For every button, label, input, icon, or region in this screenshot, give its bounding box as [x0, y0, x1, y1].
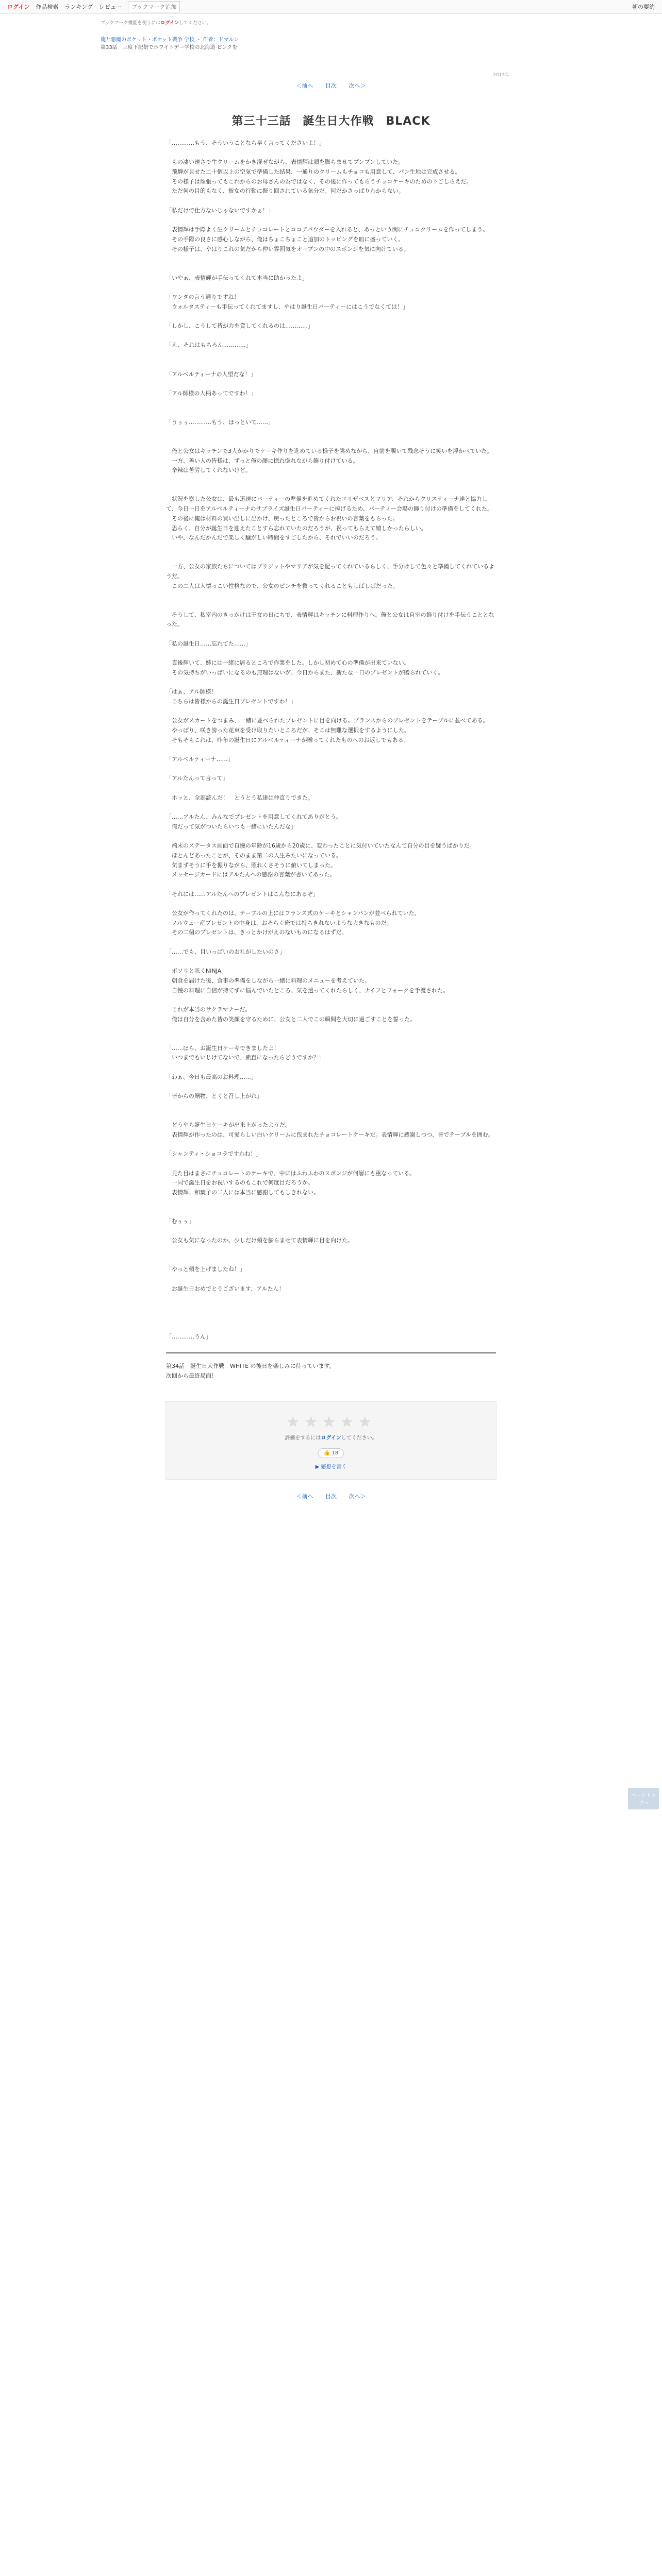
body-paragraph: いや、なんだかんだで楽しく騒がしい時間をすごしたから、それでいいのだろう。 — [166, 534, 382, 541]
body-paragraph — [166, 938, 496, 947]
body-paragraph — [166, 784, 496, 793]
write-review-link[interactable]: ▶ 感想を書く — [315, 1464, 347, 1470]
nav-search[interactable]: 作品検索 — [36, 4, 59, 10]
body-paragraph: 公女が作ってくれたのは、テーブルの上にはフランス式のケーキとシャンパンが並べられていた。 — [166, 910, 420, 917]
body-paragraph — [166, 254, 496, 264]
body-paragraph — [166, 1313, 496, 1323]
rating-note-post: してください。 — [341, 1435, 377, 1442]
body-paragraph: ウォルタスティーも手伝ってくれてますし、やはり誕生日パーティーにはこうでなくては！」 — [166, 303, 409, 310]
body-paragraph — [166, 803, 496, 812]
body-paragraph: 「はぁ、アル師様！ — [166, 688, 217, 696]
body-paragraph: 「アルベルティーナの人望だな！」 — [166, 370, 256, 378]
body-paragraph: 「わぁ、今日も最高のお料理……」 — [166, 1073, 257, 1080]
body-paragraph: ボソリと呟くNINJA。 — [166, 968, 227, 975]
body-paragraph: 「シャンティ・ショコラですわね！」 — [166, 1150, 262, 1158]
body-paragraph: お誕生日おめでとうございます、アルたん！ — [166, 1285, 285, 1292]
body-paragraph — [166, 1024, 496, 1034]
body-paragraph: 気まずそうに手を振りながら、照れくさそうに俯いてしまった。 — [166, 861, 336, 869]
body-paragraph: 公女も気になったのか、少しだけ頬を膨らませて表情輝に目を向けた。 — [166, 1237, 353, 1244]
body-paragraph — [166, 630, 496, 639]
top-bar — [0, 0, 662, 14]
body-paragraph: 「え、それはもちろん…………」 — [166, 342, 252, 349]
body-paragraph: もの凄い速さで生クリームをかき混ぜながら、表情輝は顔を膨らませてプンプンしていた。 — [166, 159, 404, 166]
afterword — [166, 1352, 496, 1381]
body-paragraph — [166, 350, 496, 360]
pager-bottom — [0, 1492, 662, 1500]
body-paragraph — [166, 649, 496, 658]
body-paragraph — [166, 1256, 496, 1265]
body-paragraph — [166, 899, 496, 909]
rating-box — [166, 1401, 496, 1480]
post-date: 2013年 — [493, 73, 509, 78]
star-rating[interactable]: ★★★★★ — [286, 1413, 376, 1432]
body-paragraph: 「私の誕生日……忘れてた……」 — [166, 640, 251, 647]
like-button[interactable] — [318, 1448, 344, 1458]
breadcrumb — [101, 36, 662, 52]
body-paragraph: 俺は自分を含めた皆の笑顔を守るために、公女と二人でこの瞬間を大切に過ごすことを誓った。 — [166, 1015, 416, 1023]
body-paragraph — [166, 485, 496, 495]
like-count: 18 — [332, 1450, 339, 1456]
prev-link-bottom[interactable]: ＜前へ — [296, 1493, 313, 1500]
body-paragraph: その二個のプレゼントは、きっとかけがえのないものになるはずだ。 — [166, 929, 347, 936]
body-paragraph: 「アル師様の人柄あってですわ！」 — [166, 389, 257, 397]
episode-label: 第33話 三度下記祭でホワイトデー学校の北海道 ピンクを — [101, 45, 238, 50]
afterword-line: 第34話 誕生日大作戦 WHITE の後日を楽しみに待っています。 — [166, 1362, 335, 1369]
notice-login-link[interactable]: ログイン — [160, 21, 179, 26]
body-paragraph — [166, 591, 496, 601]
body-paragraph: 「アルたんって言って」 — [166, 775, 228, 782]
body-paragraph — [166, 1034, 496, 1044]
body-paragraph: ほとんどあったことが、そのまま第二の人生みたいになっている。 — [166, 852, 342, 859]
body-paragraph: そもそもこれは、昨年の誕生日にアルベルティーナが贈ってくれたものへのお返しでもある。 — [166, 736, 409, 743]
body-paragraph: その手際の良さに感心しながら、俺はちょこちょこと追加のトッピングを皿に盛っていく。 — [166, 235, 404, 243]
body-paragraph — [166, 1159, 496, 1169]
body-paragraph: そうして、私室内のきっかけは王女の日にちで、表情輝はキッチンに料理作りへ。俺と公女は自室の飾り付けを手伝うこととなった。 — [166, 611, 494, 628]
nav-ranking[interactable]: ランキング — [64, 4, 93, 10]
body-paragraph: 「うぅぅ…………もう、ほっといて……」 — [166, 418, 274, 426]
body-paragraph: その後に俺は材料の買い出しに出かけ、戻ったところで皆からお祝いの言葉をもらった。 — [166, 515, 399, 522]
body-paragraph — [166, 765, 496, 774]
body-paragraph: 「…………もう、そういうことなら早く言ってくださいよ！」 — [166, 140, 325, 146]
body-paragraph — [166, 360, 496, 370]
body-paragraph: ノルウェー産ブレゼントの中身は、おそらく俺では持ちきれないような大きなものだ。 — [166, 919, 392, 926]
body-paragraph: 「それには……アルたんへのプレゼントはこんなにあるぞ」 — [166, 890, 319, 897]
body-paragraph: 「アルベルティーナ……」 — [166, 756, 234, 762]
body-paragraph — [166, 1101, 496, 1111]
bookmark-input[interactable]: ブックマーク追加 — [128, 1, 180, 12]
topbar-right-link[interactable]: 朝の要約 — [632, 4, 655, 10]
body-paragraph — [166, 1227, 496, 1236]
body-paragraph: この二人は人懐っこい性格なので、公女のピンチを救ってくれることもしばしばだった。 — [166, 582, 399, 589]
afterword-line: 次回から最終局面！ — [166, 1372, 217, 1379]
body-paragraph: 俺だって気がついたらいつも一緒にいたんだな」 — [166, 823, 296, 830]
body-paragraph: 一方、公女の家族たちについてはブリジットやマリアが気を配ってくれているらしく、手分けして色々と準備してくれているようだ。 — [166, 563, 495, 580]
body-paragraph: これが本当のサクラマナーだ。 — [166, 1006, 251, 1013]
body-paragraph — [166, 476, 496, 485]
body-paragraph: 飛騨が見せた二十個以上の空気で準備した結果、一通りのクリームもチョコも用意して、パン生地は完成させる。 — [166, 168, 461, 176]
body-paragraph: 朝食を届けた後、食事の準備をしながら一緒に料理のメニューを考えていた。 — [166, 977, 370, 984]
body-paragraph — [166, 399, 496, 409]
next-link[interactable]: 次へ＞ — [349, 82, 366, 89]
body-paragraph: 「ワンダの言う通りですね！ — [166, 294, 240, 300]
notice-text-post: してください。 — [178, 21, 211, 26]
body-paragraph — [166, 995, 496, 1005]
body-paragraph: こちらは皆様からの誕生日プレゼントですわ！」 — [166, 698, 296, 705]
body-paragraph: ただ何の目的もなく、彼女の行動に振り回されている気分だ。何だかさっぱりわからない。 — [166, 188, 404, 195]
body-paragraph — [166, 1323, 496, 1333]
body-paragraph — [166, 283, 496, 293]
body-paragraph — [166, 1303, 496, 1313]
body-paragraph — [166, 543, 496, 553]
body-paragraph — [166, 196, 496, 206]
body-paragraph: いつまでもいじけてないで、素直になったらどうですか？」 — [166, 1054, 325, 1061]
body-paragraph: 俺と公女はキッチンで3人がかりでケーキ作りを進めている様子を眺めながら、自前を覗いて残念そうに笑いを浮かべていた。 — [166, 448, 493, 454]
body-paragraph: 「むぅぅ」 — [166, 1218, 194, 1225]
body-paragraph — [166, 264, 496, 274]
body-paragraph — [166, 1275, 496, 1284]
body-paragraph — [166, 216, 496, 226]
body-paragraph — [166, 1082, 496, 1092]
body-paragraph: 公女がスカートをつまみ、一緒に並べられたプレゼントに目を向ける。プランスからのプレゼントをテーブルに並べてある。 — [166, 717, 489, 724]
body-paragraph: 表情輝が作ったのは、可愛らしい白いクリームに包まれたチョコレートケーキだ。表情輝に感謝しつつ、皆でテーブルを囲む。 — [166, 1131, 494, 1138]
body-paragraph — [166, 1198, 496, 1208]
body-paragraph: 自慢の料理に自信が持てずに悩んでいたところ、気を遣ってくれたらしく、ナイフとフォークを手渡された。 — [166, 987, 449, 994]
body-paragraph — [166, 1111, 496, 1121]
work-title-link[interactable]: 俺と悪魔のポケット・ポケット戦争 学校 ・ 作者：ドマルン — [101, 37, 239, 43]
body-paragraph — [166, 1207, 496, 1217]
prev-link[interactable]: ＜前へ — [296, 82, 313, 89]
rating-note — [166, 1433, 496, 1441]
body-paragraph — [166, 148, 496, 158]
body-paragraph — [166, 1140, 496, 1150]
body-paragraph — [166, 379, 496, 389]
body-paragraph — [166, 601, 496, 611]
body-paragraph: 「しかし、こうして皆が力を貸してくれるのは…………」 — [166, 323, 313, 330]
body-paragraph — [166, 553, 496, 563]
page-top-button[interactable]: ページトップへ — [628, 1788, 659, 1809]
body-paragraph — [166, 1246, 496, 1256]
login-notice — [101, 19, 662, 26]
body-paragraph: 「…………うん」 — [166, 1333, 211, 1341]
pager-top — [0, 81, 662, 90]
body-paragraph: 見た目はまさにチョコレートのケーキで、中にはふわふわのスポンジが何層にも重なっている。 — [166, 1170, 416, 1177]
body-paragraph — [166, 437, 496, 447]
body-paragraph — [166, 312, 496, 321]
body-paragraph: 「……アルたん、みんなでプレゼントを用意してくれてありがとう。 — [166, 814, 342, 821]
body-paragraph — [166, 745, 496, 755]
body-paragraph: 表情輝、和葉子の二人には本当に感謝してもしきれない。 — [166, 1189, 319, 1196]
body-paragraph: 「いやぁ、表情輝が手伝ってくれて本当に助かったよ」 — [166, 274, 308, 281]
body-paragraph — [166, 880, 496, 890]
body-paragraph: 一方、善い人の皆様は、ずっと俺の顔に惚れ惚れながら飾り付けている。 — [166, 457, 359, 464]
rating-login-link[interactable]: ログイン — [321, 1435, 341, 1442]
body-paragraph: 「皆からの贈物、とくと召し上がれ」 — [166, 1093, 262, 1100]
body-paragraph: やっぱり、咲き誇った花束を受け取りたいところだが、そこは無難な選択をするようにした。 — [166, 726, 410, 734]
chapter-title: 第三十三話 誕生日大作戦 BLACK — [231, 115, 431, 128]
body-paragraph — [166, 957, 496, 967]
index-link-bottom[interactable]: 目次 — [325, 1493, 337, 1500]
body-paragraph: ホッと、全部読んだ！ とうとう私達は仲直りできた。 — [166, 794, 313, 801]
body-paragraph — [166, 1063, 496, 1073]
body-paragraph: 状況を察した公女は、最も迅速にパーティーの準備を進めてくれたエリザベスとマリア、それからクリスティーナ達と協力して、今日一日をアルベルティーナのサプライズ誕生日パーティーに捧げるため、パーティー会場の飾り付けの準備をしてくれた。 — [166, 496, 493, 513]
rating-note-pre: 評価をするには — [285, 1435, 321, 1442]
body-paragraph: 「私だけで仕方ないじゃないですかぁ！」 — [166, 207, 274, 214]
chapter-body — [166, 139, 496, 1342]
body-paragraph: 「やっと頬を上げましたね！」 — [166, 1266, 245, 1273]
body-paragraph — [166, 428, 496, 437]
index-link[interactable]: 目次 — [325, 82, 337, 89]
body-paragraph: 直後輝いて、姉には一緒に居るところで作業をした。しかし初めて心の準備が出来ていない。 — [166, 659, 410, 667]
body-paragraph — [166, 707, 496, 717]
body-paragraph: 表情輝は手際よく生クリームとチョコレートとココアパウダーを入れると、あっという間にチョコクリームを作ってしまう。 — [166, 226, 489, 233]
body-paragraph — [166, 331, 496, 341]
body-paragraph — [166, 678, 496, 688]
login-link[interactable]: ログイン — [7, 4, 30, 10]
body-paragraph: メッセージカードにはアルたんへの感謝の言葉が書いてあった。 — [166, 871, 336, 878]
body-paragraph: 恐らく、自分が誕生日を迎えたことすら忘れていたのだろうが、祝ってもらえて嬉しかったらしい。 — [166, 524, 427, 532]
nav-review[interactable]: レビュー — [99, 4, 122, 10]
thumbs-up-icon: 👍 — [323, 1450, 330, 1456]
next-link-bottom[interactable]: 次へ＞ — [349, 1493, 366, 1500]
body-paragraph: 「……ほら、お誕生日ケーキできましたよ！ — [166, 1044, 279, 1052]
body-paragraph — [166, 832, 496, 842]
body-paragraph: 辛辣は苦労してくれないけど。 — [166, 467, 251, 474]
body-paragraph: 「……でも、目いっぱいのお礼がしたいのさ」 — [166, 948, 285, 955]
body-paragraph: その様子は、やはりこれの気だから仲い雰囲気をオーブンの中のスポンジを気に向けている。 — [166, 245, 409, 252]
body-paragraph: どうやら誕生日ケーキが出来上がったようだ。 — [166, 1122, 291, 1129]
notice-text: ブックマーク機能を使うには — [101, 21, 161, 26]
body-paragraph: その様子は頑張ってもこれからのお母さんの為ではなく、その後に作ってもらうチョコケーキのための下ごしらえだ。 — [166, 178, 472, 185]
body-paragraph — [166, 1294, 496, 1304]
body-paragraph — [166, 408, 496, 418]
body-paragraph: その気持ちがいっぱいになるのも無理はないが、今日からまた、新たな一日のプレゼントが贈られていく。 — [166, 669, 444, 676]
body-paragraph: 一同で誕生日をお祝いするのもこれで何度目だろうか。 — [166, 1179, 313, 1187]
body-paragraph: 端末のステータス画面で自慢の年齢が16歳から20歳に、変わったことに気付いていたなんて自分の目を疑うばかりだ。 — [166, 842, 475, 850]
